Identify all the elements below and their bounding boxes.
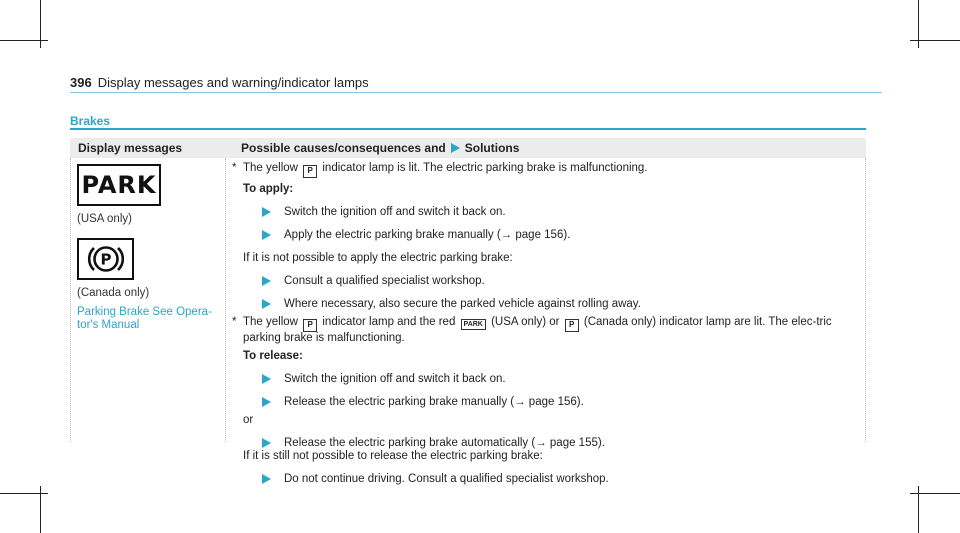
parking-brake-icon: P [303,319,317,332]
column-divider [865,158,866,442]
solution-step: Apply the electric parking brake manually (→ page 156). [262,229,862,242]
column-header-display-messages: Display messages [78,141,183,155]
arrow-right-icon [262,299,271,309]
asterisk: * [232,162,237,174]
page-number: 396 [70,75,92,90]
column-divider [70,158,71,442]
page-header-title: Display messages and warning/indicator lamps [97,75,369,90]
solution-step: Switch the ignition off and switch it back on. [262,206,862,219]
to-release-heading: To release: [243,350,303,362]
park-warning-icon: PARK [461,319,486,330]
arrow-right-icon [262,474,271,484]
section-title: Brakes [70,114,111,128]
page-header [70,75,369,90]
table-header [70,138,866,158]
arrow-right-icon [262,374,271,384]
arrow-right-icon [262,438,271,448]
crop-mark [910,493,960,494]
solution-step: Switch the ignition off and switch it back on. [262,373,862,386]
section-rule [70,128,866,130]
arrow-right-icon [262,207,271,217]
solution-step: Release the electric parking brake automatically (→ page 155). [262,437,862,450]
column-divider [225,158,226,442]
asterisk: * [232,316,237,328]
park-warning-icon: PARK [77,164,161,206]
column-header-causes [241,141,519,155]
solution-step: Release the electric parking brake manually (→ page 156). [262,396,862,409]
to-apply-heading: To apply: [243,183,294,195]
arrow-right-icon [262,230,271,240]
cause-text: indicator lamp is lit. The electric parking brake is malfunctioning. [322,162,648,174]
crop-mark [910,40,960,41]
header-rule [70,92,882,93]
parking-brake-operator-manual-link[interactable]: Parking Brake See Opera-tor's Manual [77,306,212,331]
display-messages-column [77,164,217,332]
arrow-right-icon [451,143,460,153]
solution-step: Consult a qualified specialist workshop. [262,275,862,288]
cause-1 [232,162,862,311]
parking-brake-icon [77,238,134,280]
cause-2: * The yellow P indicator lamp and the red PARK (USA only) or P (Canada only) indicator lamp are lit. The elec-tric parking brake is malfunctioning. To release: Switch the ignition off and switch it back on. Release the electric parking brake manually (→ page 156). or Release the electric parking brake automatically (→ page 155). If it is still not possible to release the electric parking brake: Do not continue driving. Consult a qualified specialist workshop. [232,316,862,486]
cause-text: The yellow [243,162,298,174]
usa-only-note: (USA only) [77,213,132,225]
parking-brake-icon: P [565,319,579,332]
arrow-right-icon [262,397,271,407]
arrow-right-icon [262,276,271,286]
causes-solutions-column [232,160,862,486]
note-text: If it is not possible to apply the electric parking brake: [243,252,513,264]
parking-brake-icon: P [303,165,317,178]
svg-text:P: P [100,250,111,269]
crop-mark [0,40,48,41]
column-header-solutions-label: Solutions [464,141,520,155]
note-text: If it is still not possible to release the electric parking brake: [243,450,543,462]
column-header-causes-label: Possible causes/consequences and [241,141,446,155]
solution-step: Where necessary, also secure the parked vehicle against rolling away. [262,298,862,311]
crop-mark [0,493,48,494]
canada-only-note: (Canada only) [77,287,150,299]
or-text: or [243,414,254,426]
solution-step: Do not continue driving. Consult a qualified specialist workshop. [262,473,862,486]
